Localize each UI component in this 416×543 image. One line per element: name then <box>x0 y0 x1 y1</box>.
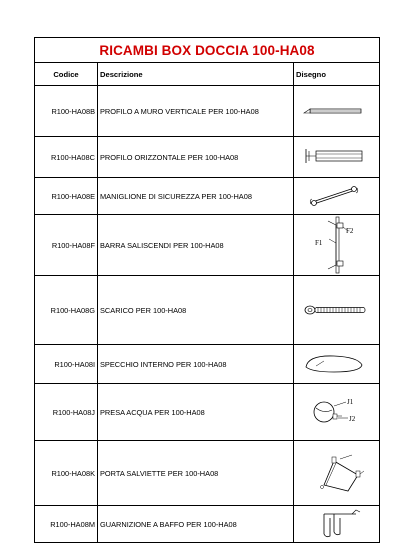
part-description: GUARNIZIONE A BAFFO PER 100-HA08 <box>98 506 294 543</box>
seal-gasket-icon <box>294 506 380 542</box>
part-drawing <box>294 441 380 506</box>
part-code: R100-HA08K <box>35 441 98 506</box>
f1-label: F1 <box>315 239 323 247</box>
header-drawing: Disegno <box>294 63 380 86</box>
part-description: SCARICO PER 100-HA08 <box>98 276 294 345</box>
table-row <box>35 178 380 215</box>
part-drawing <box>294 215 380 276</box>
part-code: R100-HA08F <box>35 215 98 276</box>
part-description: BARRA SALISCENDI PER 100-HA08 <box>98 215 294 276</box>
table-row <box>35 86 380 137</box>
spare-parts-sheet <box>34 37 379 543</box>
table-row <box>35 276 380 345</box>
part-drawing <box>294 137 380 178</box>
horizontal-profile-icon <box>294 137 380 177</box>
part-code: R100-HA08J <box>35 384 98 441</box>
header-row <box>35 63 380 86</box>
part-code: R100-HA08B <box>35 86 98 137</box>
part-description: SPECCHIO INTERNO PER 100-HA08 <box>98 345 294 384</box>
part-drawing <box>294 384 380 441</box>
part-code: R100-HA08E <box>35 178 98 215</box>
header-description: Descrizione <box>98 63 294 86</box>
j2-label: J2 <box>349 415 356 423</box>
part-drawing <box>294 506 380 543</box>
j1-label: J1 <box>347 398 354 406</box>
table-row <box>35 215 380 276</box>
grab-bar-icon <box>294 178 380 214</box>
part-code: R100-HA08G <box>35 276 98 345</box>
part-description: MANIGLIONE DI SICUREZZA PER 100-HA08 <box>98 178 294 215</box>
part-description: PROFILO ORIZZONTALE PER 100-HA08 <box>98 137 294 178</box>
part-drawing <box>294 345 380 384</box>
part-code: R100-HA08I <box>35 345 98 384</box>
part-description: PRESA ACQUA PER 100-HA08 <box>98 384 294 441</box>
f2-label: F2 <box>346 227 354 235</box>
mirror-icon <box>294 345 380 383</box>
table-title: RICAMBI BOX DOCCIA 100-HA08 <box>35 38 380 63</box>
header-code: Codice <box>35 63 98 86</box>
part-code: R100-HA08C <box>35 137 98 178</box>
part-code: R100-HA08M <box>35 506 98 543</box>
towel-holder-icon <box>294 441 380 505</box>
part-drawing <box>294 276 380 345</box>
slide-bar-icon <box>294 215 380 275</box>
table-row <box>35 506 380 543</box>
table-row <box>35 345 380 384</box>
part-drawing <box>294 178 380 215</box>
table-row <box>35 384 380 441</box>
water-inlet-icon <box>294 384 380 440</box>
part-drawing <box>294 86 380 137</box>
table-row <box>35 441 380 506</box>
spare-parts-table <box>34 37 380 543</box>
drain-hose-icon <box>294 276 380 344</box>
part-description: PROFILO A MURO VERTICALE PER 100-HA08 <box>98 86 294 137</box>
table-row <box>35 137 380 178</box>
part-description: PORTA SALVIETTE PER 100-HA08 <box>98 441 294 506</box>
wall-profile-icon <box>294 86 380 136</box>
